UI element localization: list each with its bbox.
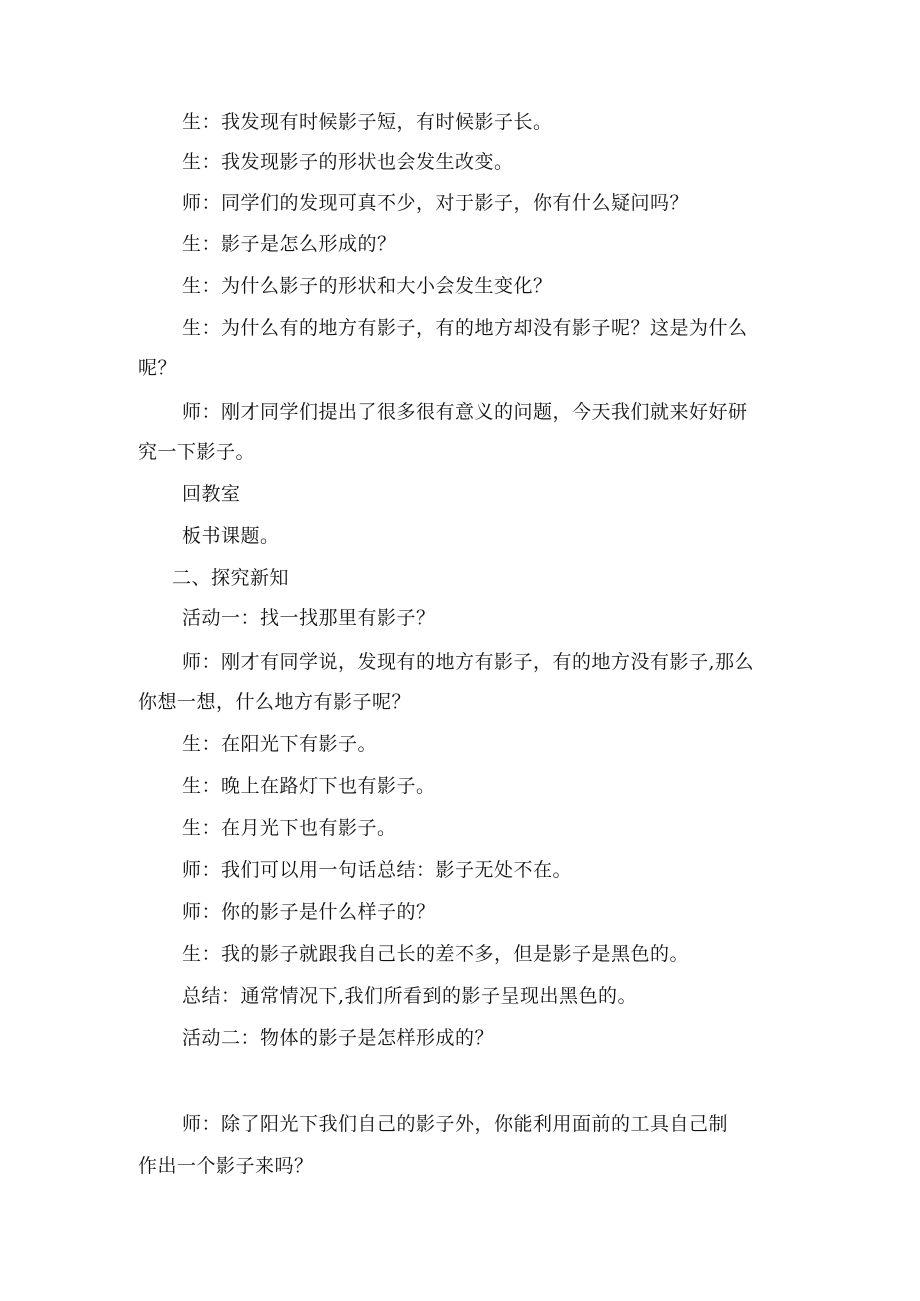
paragraph-line: 生：在月光下也有影子。 [182, 817, 397, 839]
activity-heading: 活动二：物体的影子是怎样形成的？ [182, 1027, 495, 1049]
paragraph-line: 师：你的影子是什么样子的？ [182, 901, 436, 923]
paragraph-line: 生：为什么影子的形状和大小会发生变化？ [182, 275, 553, 297]
paragraph-line: 呢？ [138, 357, 178, 379]
paragraph-line: 生：为什么有的地方有影子，有的地方却没有影子呢？这是为什么 [182, 317, 748, 339]
paragraph-line: 生：我的影子就跟我自己长的差不多，但是影子是黑色的。 [182, 943, 690, 965]
paragraph-line: 板书课题。 [182, 525, 280, 547]
paragraph-line: 作出一个影子来吗？ [138, 1155, 314, 1177]
paragraph-line: 生：我发现有时候影子短，有时候影子长。 [182, 111, 553, 133]
paragraph-line: 师：刚才有同学说，发现有的地方有影子，有的地方没有影子,那么 [182, 651, 755, 673]
paragraph-line: 你想一想，什么地方有影子呢？ [138, 691, 412, 713]
section-heading: 二、探究新知 [172, 567, 290, 589]
paragraph-line: 师：同学们的发现可真不少，对于影子，你有什么疑问吗？ [182, 192, 690, 214]
paragraph-line: 生：我发现影子的形状也会发生改变。 [182, 151, 514, 173]
paragraph-line: 生：晚上在路灯下也有影子。 [182, 775, 436, 797]
paragraph-line: 师：我们可以用一句话总结：影子无处不在。 [182, 859, 573, 881]
paragraph-line: 回教室 [182, 483, 241, 505]
summary-line: 总结：通常情况下,我们所看到的影子呈现出黑色的。 [182, 985, 638, 1007]
paragraph-line: 生：在阳光下有影子。 [182, 733, 378, 755]
paragraph-line: 师：刚才同学们提出了很多很有意义的问题，今天我们就来好好研 [182, 401, 748, 423]
activity-heading: 活动一：找一找那里有影子？ [182, 607, 436, 629]
paragraph-line: 生：影子是怎么形成的？ [182, 233, 397, 255]
paragraph-line: 究一下影子。 [138, 441, 256, 463]
paragraph-line: 师：除了阳光下我们自己的影子外，你能利用面前的工具自己制 [182, 1113, 729, 1135]
